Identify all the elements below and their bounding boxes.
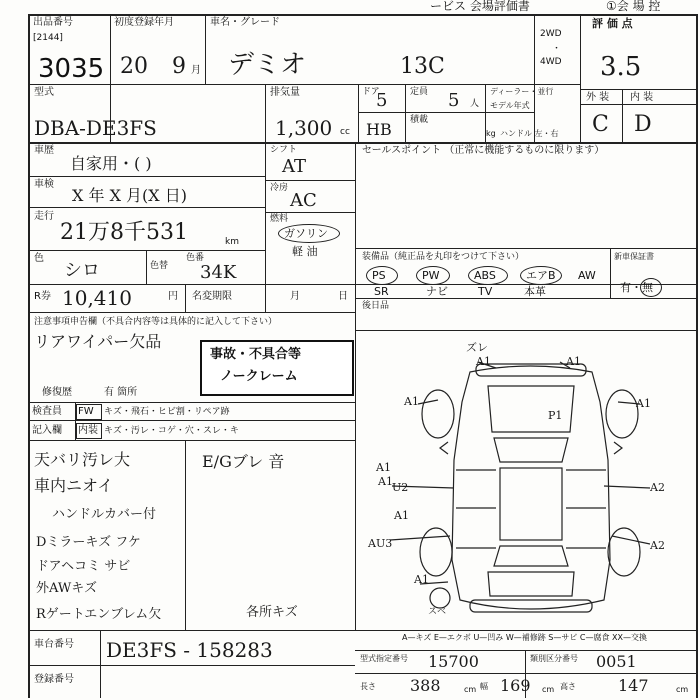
type-label: 型式 (34, 87, 54, 98)
remark-4: Dミラーキズ フケ (36, 535, 141, 550)
cap-value: 5 (448, 90, 460, 111)
class-label: 類別区分番号 (530, 654, 578, 663)
notes-line1: リアワイパー欠品 (34, 332, 162, 351)
length-value: 388 (410, 676, 441, 695)
diagram-mark-7: A1 (376, 461, 391, 474)
remark-1: 天バリ汚レ大 (34, 450, 131, 469)
ext-grade: C (592, 112, 609, 137)
inspector-label1: 検査員 (32, 406, 62, 417)
remark-8: E/Gブレ 音 (202, 452, 285, 471)
recycle-unit: 円 (168, 291, 178, 302)
chassis-value: DE3FS - 158283 (106, 638, 273, 662)
ext-label: 外 装 (586, 92, 610, 103)
fw-text: キズ・飛石・ヒビ割・リペア跡 (104, 407, 230, 417)
venue-control: ①会 場 控 (606, 0, 661, 13)
handle-label: ハンドル 左・右 (500, 129, 559, 138)
diagram-mark-12: AU3 (368, 537, 393, 550)
equip-airbag: エアB (526, 269, 556, 282)
shaken-day: 日 (338, 291, 348, 302)
mileage-unit: km (225, 237, 239, 247)
equip-ps: PS (372, 269, 386, 282)
header-title: ービス 会場評価書 (430, 0, 530, 13)
inspector-label2: 記入欄 (32, 425, 62, 436)
doors-value: 5 (376, 90, 388, 111)
equip-tv: TV (478, 285, 493, 298)
width-unit: cm (542, 685, 555, 694)
reg-year: 20 (120, 54, 148, 79)
dealer-label: ディーラー・並行 (490, 87, 554, 96)
diagram-mark-14: A1 (414, 573, 429, 586)
cap-label: 定員 (410, 87, 429, 97)
diagram-mark-8: A1 (378, 475, 393, 488)
diagram-mark-13: A2 (650, 539, 665, 552)
equip-abs: ABS (474, 269, 496, 282)
height-label: 高さ (560, 682, 576, 691)
class-value: 0051 (596, 652, 637, 671)
reg-month: 9 (172, 54, 186, 79)
cap-unit: 人 (470, 99, 480, 109)
in-text: キズ・汚レ・コゲ・穴・スレ・キ (104, 426, 239, 436)
inspect-label: 車検 (34, 179, 54, 190)
model-year-label: モデル年式 (490, 101, 530, 110)
equip-pw: PW (422, 269, 440, 282)
shift-label: シフト (270, 145, 298, 155)
inspect-value: X 年 X 月(X 日) (72, 186, 188, 205)
type-value: DBA-DE3FS (34, 116, 157, 140)
lot-label: 出品番号 (33, 17, 73, 28)
equip-navi: ナビ (426, 285, 448, 298)
length-unit: cm (464, 685, 477, 694)
notes-label: 注意事項申告欄（不具合内容等は具体的に記入して下さい） (34, 317, 278, 327)
disp-label: 排気量 (270, 87, 300, 98)
disp-unit: cc (340, 127, 350, 137)
doors-label: ドア (362, 87, 380, 97)
diagram-mark-15: スベ (428, 607, 447, 617)
diagram-mark-1: ズレ (466, 341, 488, 354)
use-label: 車歴 (34, 145, 54, 156)
color-label: 色 (34, 253, 44, 264)
fuel-value-diesel: 軽 油 (292, 245, 318, 258)
lot-number: 3035 (38, 54, 105, 84)
type-cert-value: 15700 (428, 652, 479, 671)
ac-value: AC (290, 190, 317, 211)
equipment-label: 装備品（純正品を丸印をつけて下さい） (362, 252, 525, 262)
diagram-mark-11: A1 (394, 509, 409, 522)
use-value: 自家用・( ) (70, 154, 152, 173)
drive-dot: ・ (552, 44, 562, 54)
remark-7: Rゲートエンブレム欠 (36, 607, 162, 622)
colorno2-label: 色番 (186, 253, 205, 263)
claim-line2: ノークレーム (220, 369, 298, 384)
type-cert-label: 型式指定番号 (360, 654, 408, 663)
width-label: 幅 (480, 682, 488, 691)
chassis-label: 車台番号 (34, 639, 74, 650)
drive-2wd: 2WD (540, 29, 562, 39)
diagram-legend: A—キズ E—エクボ U—凹み W—補修跡 S—サビ C—腐食 XX—交換 (402, 633, 648, 642)
shaken-month: 月 (290, 291, 300, 302)
diagram-mark-5: A1 (636, 397, 651, 410)
reg-month-unit: 月 (191, 65, 201, 76)
remark-6: 外AWキズ (36, 581, 97, 596)
repair-label: 修復歴 (42, 387, 72, 398)
new-car-warranty-label: 新車保証書 (614, 252, 654, 261)
load-label: 積載 (410, 115, 429, 125)
int-label: 内 装 (630, 92, 654, 103)
disp-value: 1,300 (275, 116, 333, 140)
remark-9: 各所キズ (246, 605, 298, 620)
score-label: 評 価 点 (592, 17, 633, 30)
claim-line1: 事故・不具合等 (210, 347, 302, 362)
shape-value: HB (366, 120, 392, 139)
diagram-mark-3: A1 (566, 355, 581, 368)
drive-4wd: 4WD (540, 57, 562, 67)
colorno-label: 色替 (150, 261, 169, 271)
colorno-value: 34K (200, 262, 237, 283)
height-unit: cm (676, 685, 689, 694)
length-label: 長さ (360, 682, 376, 691)
warranty-value: 有・無 (620, 281, 653, 294)
rear-seat-label: 後日品 (362, 301, 390, 311)
diagram-mark-2: A1 (476, 355, 491, 368)
diagram-mark-6: P1 (548, 409, 563, 422)
reg-label: 初度登録年月 (114, 17, 174, 28)
fuel-value-gasoline: ガソリン (284, 227, 328, 240)
fw-label: FW (78, 406, 94, 417)
score: 3.5 (600, 52, 642, 82)
mileage-label: 走行 (34, 211, 54, 222)
equip-leather: 本革 (524, 285, 546, 298)
diagram-mark-4: A1 (404, 395, 419, 408)
ac-label: 冷房 (270, 183, 289, 193)
int-grade: D (634, 112, 652, 137)
recycle-value: 10,410 (62, 286, 132, 310)
model-name: デミオ (228, 50, 307, 80)
remark-5: ドアヘコミ サビ (36, 559, 131, 574)
sales-point-label: セールスポイント （正常に機能するものに限ります） (362, 145, 605, 156)
load-unit: kg (486, 129, 496, 138)
reg-label-bottom: 登録番号 (34, 674, 74, 685)
color-value: シロ (64, 260, 100, 281)
equip-aw: AW (578, 269, 596, 282)
mileage-value: 21万8千531 (60, 220, 188, 245)
shift-value: AT (282, 156, 307, 177)
grade: 13C (400, 54, 445, 79)
width-value: 169 (500, 676, 531, 695)
diagram-mark-9: U2 (392, 481, 409, 494)
remark-3: ハンドルカバー付 (52, 507, 157, 522)
diagram-mark-10: A2 (650, 481, 665, 494)
equip-sr: SR (374, 285, 389, 298)
lot-sub: [2144] (33, 33, 63, 43)
shaken-label: 名変期限 (192, 291, 232, 302)
recycle-label: R券 (34, 291, 51, 302)
remark-2: 車内ニオイ (34, 476, 114, 495)
repair-value: 有 箇所 (104, 387, 138, 398)
fuel-label: 燃料 (270, 214, 289, 224)
height-value: 147 (618, 676, 649, 695)
in-label: 内装 (78, 425, 98, 436)
model-label: 車名・グレード (210, 17, 280, 28)
